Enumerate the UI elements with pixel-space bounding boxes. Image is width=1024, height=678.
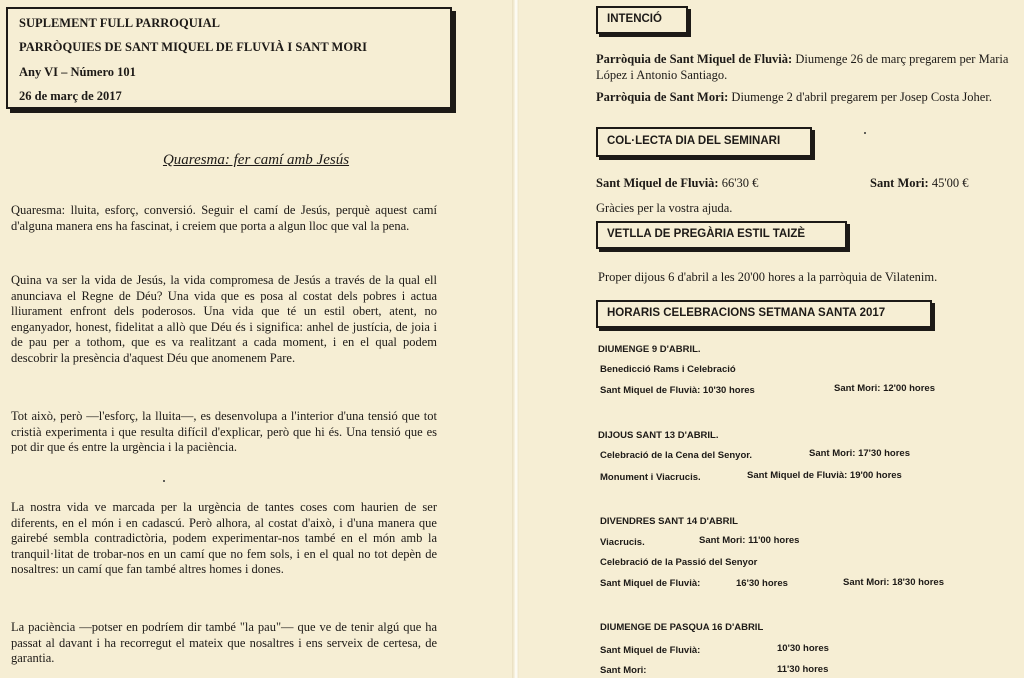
schedule-time: Sant Mori: 18'30 hores: [843, 577, 944, 588]
schedule-day-title: DIVENDRES SANT 14 D'ABRIL: [600, 516, 738, 527]
intention-sant-miquel-text: Diumenge 26 de març pregarem per Maria López i Antonio Santiago.: [596, 52, 1009, 82]
right-page: [519, 0, 1024, 678]
schedule-event: Monument i Viacrucis.: [600, 472, 701, 483]
schedule-day-title: DIJOUS SANT 13 D'ABRIL.: [598, 430, 719, 441]
section-heading-vetlla: VETLLA DE PREGÀRIA ESTIL TAIZÈ: [596, 221, 847, 249]
collection-sant-mori-label: Sant Mori:: [870, 176, 929, 190]
masthead-title: SUPLEMENT FULL PARROQUIAL: [19, 16, 220, 30]
masthead-issue: Any VI – Número 101: [19, 65, 136, 79]
intention-sant-miquel: [596, 52, 1022, 83]
article-paragraph: La nostra vida ve marcada per la urgència de tantes coses com haurien de ser diferents, en el món i en cadascú. Però alhora, al costat d'això, i d'una manera que gairebé sembla contradictòria, podem experimentar-nos també en el món amb la tranquil·litat de trobar-nos en un camí que no fem sols, i en el qual no tot depèn de nosaltres: un camí que fan també altres homes i dones.: [11, 500, 437, 577]
collection-sant-mori: [870, 176, 968, 192]
schedule-time: 11'30 hores: [777, 664, 829, 675]
masthead-box: [6, 7, 452, 109]
section-heading-collecta: COL·LECTA DIA DEL SEMINARI: [596, 127, 812, 157]
print-speck: [163, 480, 165, 482]
schedule-time: Sant Mori: 11'00 hores: [699, 535, 800, 546]
section-heading-horaris: HORARIS CELEBRACIONS SETMANA SANTA 2017: [596, 300, 932, 328]
schedule-time: Sant Mori: 12'00 hores: [834, 383, 935, 394]
collection-sant-miquel: [596, 176, 758, 192]
article-paragraph: Tot això, però —l'esforç, la lluita—, es desenvolupa a l'interior d'una tensió que tot cristià experimenta i que resulta difícil d'explicar, però que hi és. Una tensió que es pot dir que és entre la urgència i la paciència.: [11, 409, 437, 455]
schedule-time: 16'30 hores: [736, 578, 788, 589]
schedule-event: Benedicció Rams i Celebració: [600, 364, 736, 375]
schedule-time: 10'30 hores: [777, 643, 829, 654]
intention-sant-miquel-label: Parròquia de Sant Miquel de Fluvià:: [596, 52, 793, 66]
masthead-parishes: PARRÒQUIES DE SANT MIQUEL DE FLUVIÀ I SANT MORI: [19, 40, 367, 54]
page-gutter: [512, 0, 519, 678]
collection-sant-miquel-amount: 66'30 €: [718, 176, 759, 190]
article-paragraph: Quaresma: lluita, esforç, conversió. Seguir el camí de Jesús, perquè aquest camí d'alguna manera ens ha fascinat, i creiem que porta a algun lloc que val la pena.: [11, 203, 437, 233]
article-paragraph: Quina va ser la vida de Jesús, la vida compromesa de Jesús a través de la qual ell anunciava el Regne de Déu? Una vida que es posa al costat dels pobres i actua lliurament enfront dels poderosos. Una vida que té un estil obert, atent, no enganyador, honest, fidelitat a allò que Déu és i significa: anhel de justícia, de joia i de pau per a tothom, que es va realitzant a cada moment, i en el qual podem descobrir la presència d'aquest Déu que anomenem Pare.: [11, 273, 437, 365]
schedule-time: Sant Miquel de Fluvià: 10'30 hores: [600, 385, 755, 396]
collection-sant-miquel-label: Sant Miquel de Fluvià:: [596, 176, 719, 190]
schedule-event: Celebració de la Passió del Senyor: [600, 557, 758, 568]
vetlla-info: Proper dijous 6 d'abril a les 20'00 hores a la parròquia de Vilatenim.: [598, 270, 938, 284]
section-heading-intencio: INTENCIÓ: [596, 6, 688, 34]
schedule-location: Sant Miquel de Fluvià:: [600, 645, 701, 656]
schedule-event: Viacrucis.: [600, 537, 645, 548]
schedule-location: Sant Mori:: [600, 665, 647, 676]
intention-sant-mori: [596, 90, 1022, 106]
schedule-time: Sant Miquel de Fluvià: 19'00 hores: [747, 470, 902, 481]
schedule-time: Sant Mori: 17'30 hores: [809, 448, 910, 459]
intention-sant-mori-label: Parròquia de Sant Mori:: [596, 90, 729, 104]
masthead-date: 26 de març de 2017: [19, 89, 122, 103]
print-speck: [864, 132, 866, 134]
schedule-event: Celebració de la Cena del Senyor.: [600, 450, 753, 461]
intention-sant-mori-text: Diumenge 2 d'abril pregarem per Josep Costa Joher.: [728, 90, 992, 104]
schedule-location: Sant Miquel de Fluvià:: [600, 578, 701, 589]
schedule-day-title: DIUMENGE 9 D'ABRIL.: [598, 344, 701, 355]
collection-thanks: Gràcies per la vostra ajuda.: [596, 201, 733, 215]
collection-sant-mori-amount: 45'00 €: [928, 176, 969, 190]
schedule-day-title: DIUMENGE DE PASQUA 16 D'ABRIL: [600, 622, 764, 633]
article-title: Quaresma: fer camí amb Jesús: [162, 152, 350, 168]
article-paragraph: La paciència —potser en podríem dir també "la pau"— que ve de tenir algú que ha passat al davant i ha recorregut el mateix que nosaltres i ens serveix de certesa, de garantia.: [11, 620, 437, 666]
